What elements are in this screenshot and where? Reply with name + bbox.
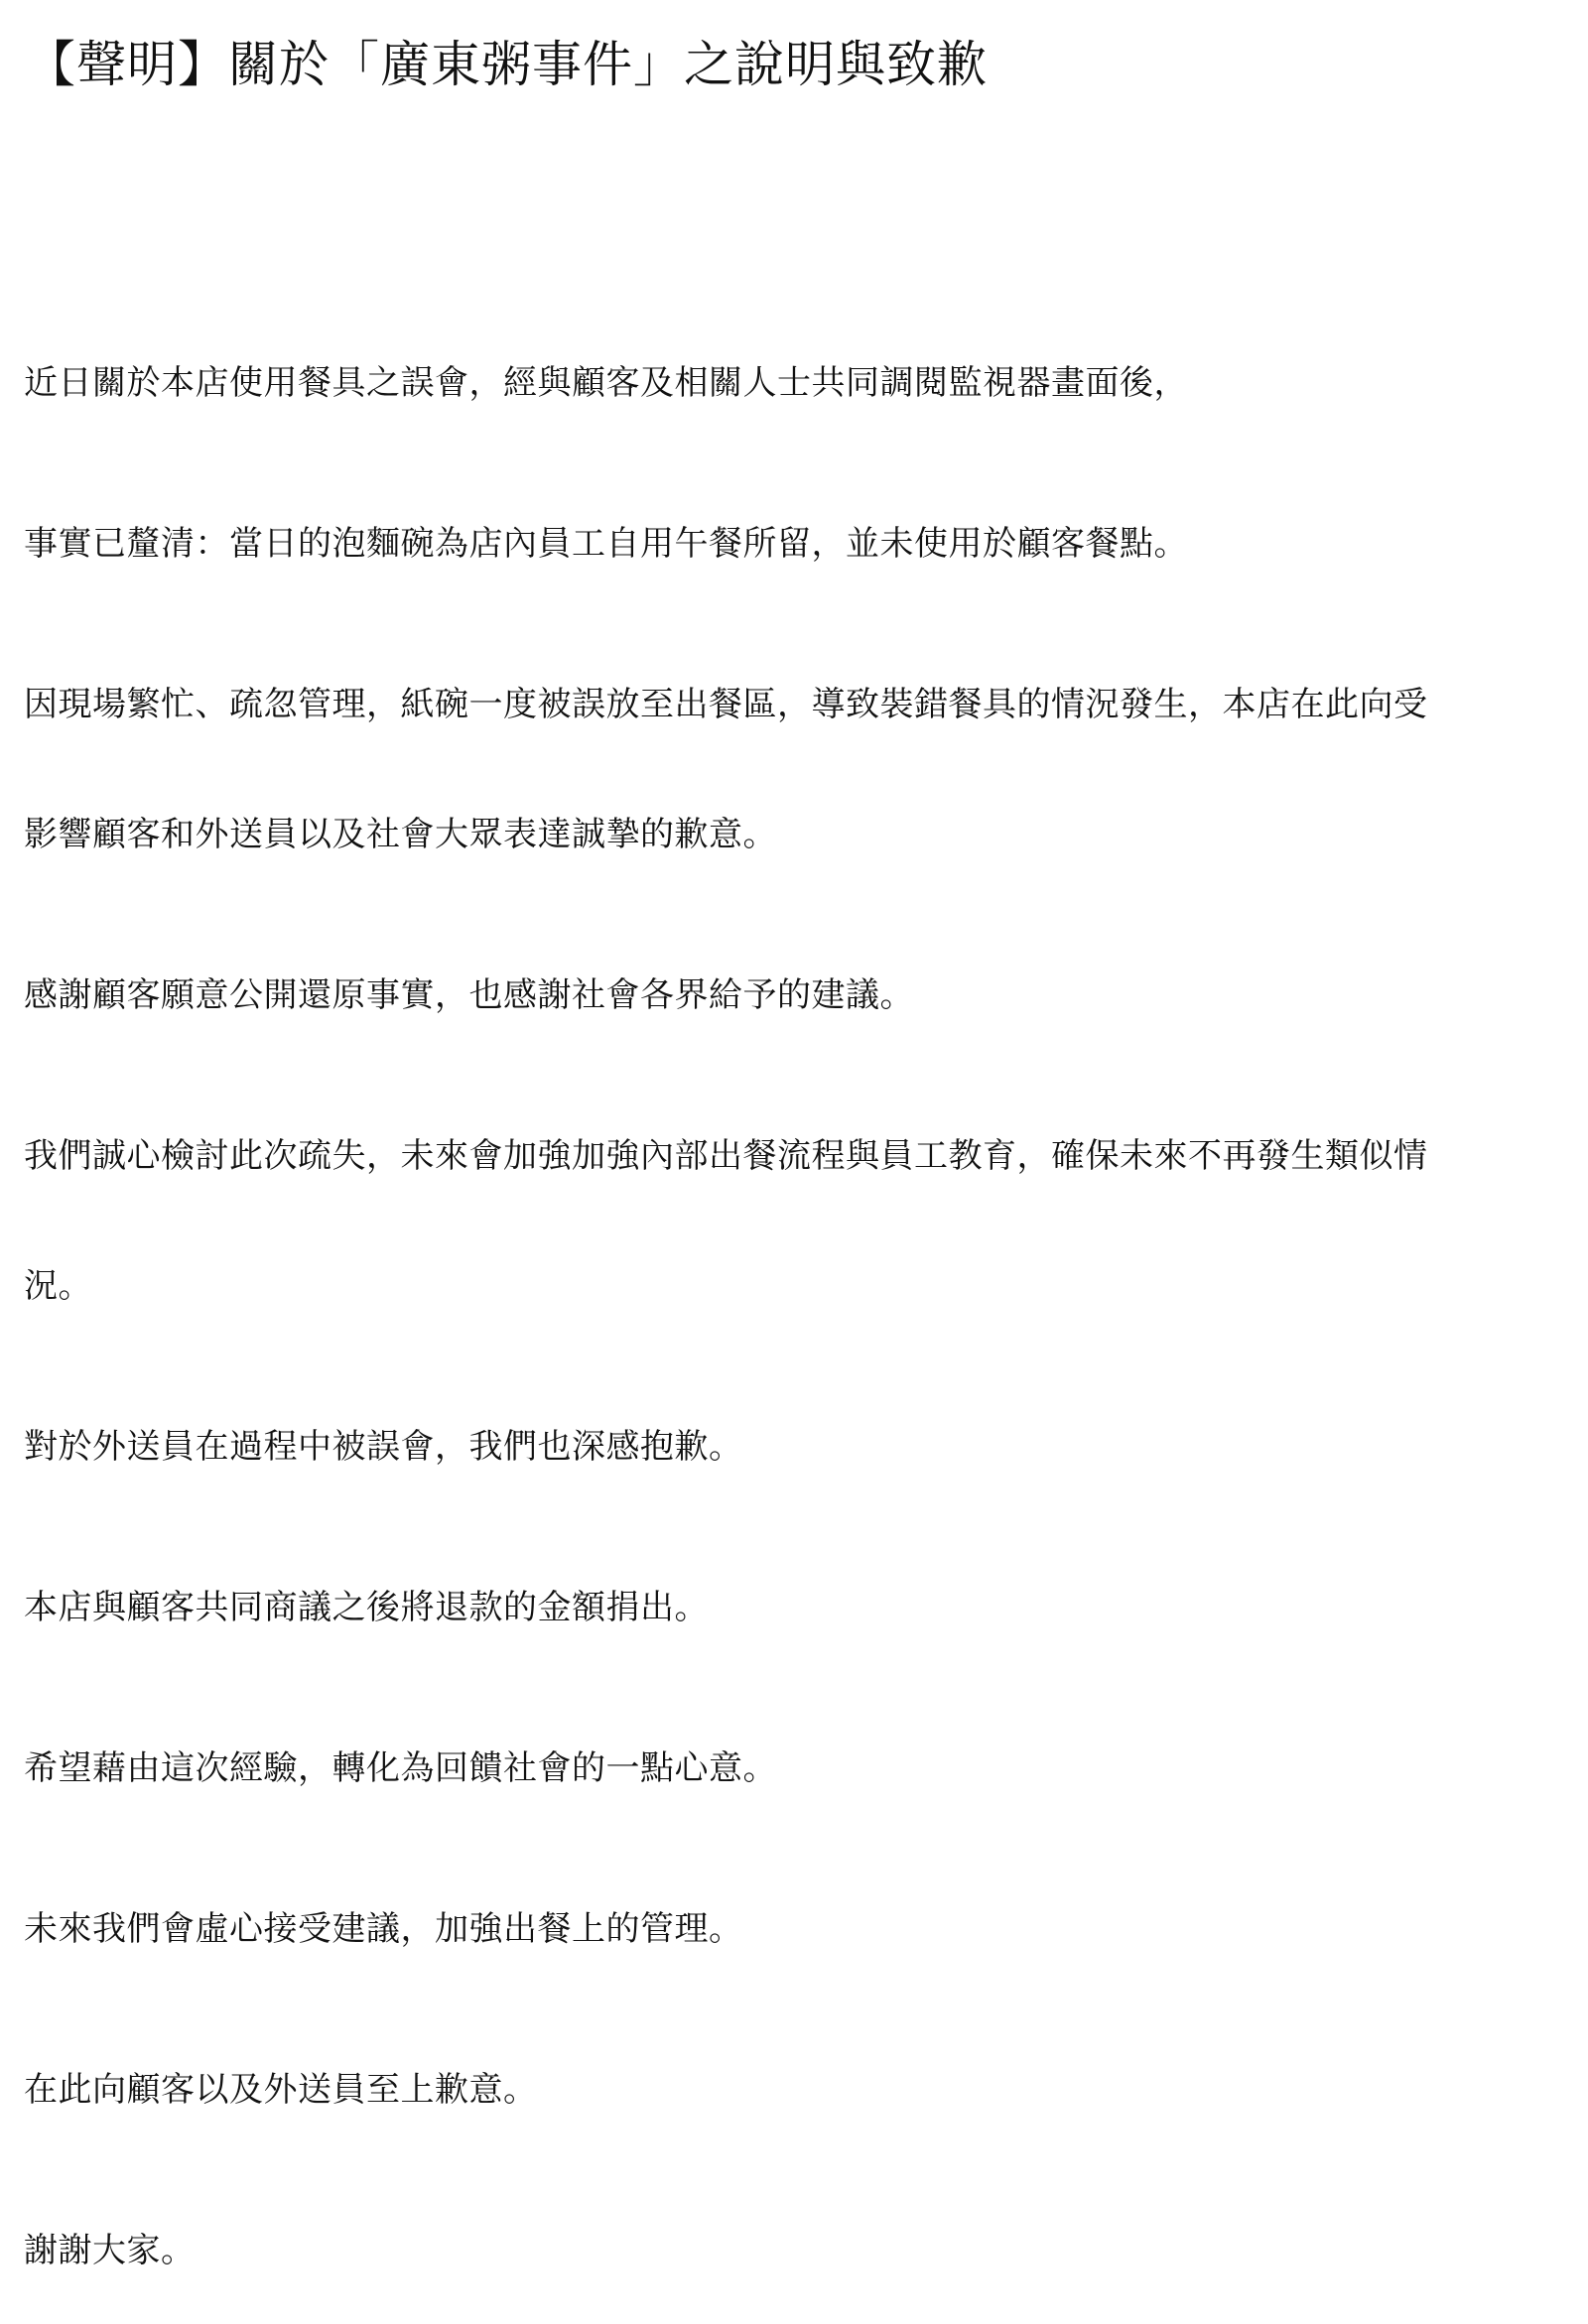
statement-line-2: 事實已釐清：當日的泡麵碗為店內員工自用午餐所留，並未使用於顧客餐點。 <box>24 524 1188 564</box>
statement-line-6: 我們誠心檢討此次疏失，未來會加強加強內部出餐流程與員工教育，確保未來不再發生類似情 <box>24 1136 1428 1176</box>
statement-line-11: 未來我們會虛心接受建議，加強出餐上的管理。 <box>24 1909 743 1949</box>
statement-line-13: 謝謝大家。 <box>24 2231 196 2270</box>
page-title: 【聲明】關於「廣東粥事件」之說明與致歉 <box>26 36 988 93</box>
statement-line-10: 希望藉由這次經驗，轉化為回饋社會的一點心意。 <box>24 1748 777 1788</box>
statement-line-3: 因現場繁忙、疏忽管理，紙碗一度被誤放至出餐區，導致裝錯餐具的情況發生，本店在此向受 <box>24 685 1428 724</box>
statement-line-7: 況。 <box>24 1266 92 1306</box>
statement-line-4: 影響顧客和外送員以及社會大眾表達誠摯的歉意。 <box>24 815 777 854</box>
statement-line-8: 對於外送員在過程中被誤會，我們也深感抱歉。 <box>24 1427 743 1467</box>
statement-line-12: 在此向顧客以及外送員至上歉意。 <box>24 2070 538 2110</box>
statement-line-9: 本店與顧客共同商議之後將退款的金額捐出。 <box>24 1588 709 1627</box>
statement-line-1: 近日關於本店使用餐具之誤會，經與顧客及相關人士共同調閱監視器畫面後， <box>24 363 1188 403</box>
statement-line-5: 感謝顧客願意公開還原事實，也感謝社會各界給予的建議。 <box>24 975 914 1015</box>
